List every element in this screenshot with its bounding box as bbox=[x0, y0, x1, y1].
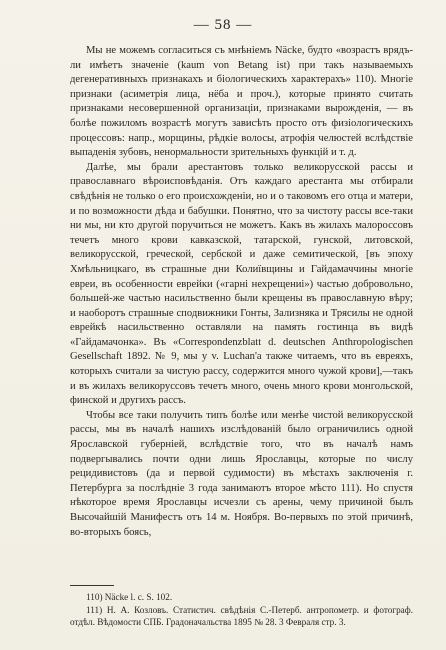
paragraph-2: Далѣе, мы брали арестантовъ только великорусской рассы и православнаго вѣроисповѣданія. Отъ каждаго арестанта мы отбирали свѣдѣнія не только о его происхожденіи, но и о таковомъ его отца и матери, и по возможности дѣда и бабушки. Понятно, что за чистоту рассы все-таки ни мы, ни кто другой поручиться не можетъ. Какъ въ жилахъ малороссовъ течетъ много крови кавказской, татарской, гунской, литовской, великорусской, греческой, сербской и даже семитической, [въ эпоху Хмѣльницкаго, въ страшные дни Колиївщины и Гайдамаччины многіе евреи, въ особенности еврейки («гарні нехрещениі») частью добровольно, большей-же частью насильственно были крещены въ православную вѣру; и наоборотъ страшные сподвижники Гонты, Зализняка и Трясилы не одной еврейкѣ насильственно оставляли на память гостинца въ видѣ «Гайдамачонка». Въ «Correspondenzblatt d. deutschen Anthropologischen Gesellschaft 1892. № 9, мы у v. Luchan'a также читаемъ, что въ евреяхъ, которыхъ считали за чистую рассу, содержится много чужой крови],—такъ и въ жилахъ великоруссовъ течетъ много, очень много крови монгольской, финской и другихъ рассъ. bbox=[70, 161, 413, 407]
footnote-111: 111) Н. А. Козловъ. Статистич. свѣдѣнія С.-Петерб. антропометр. и фотограф. отдѣл. Вѣдомости СПБ. Градоначальства 1895 № 28. 3 Февраля стр. 3. bbox=[70, 604, 413, 627]
paragraph-3: Чтобы все таки получить типъ болѣе или менѣе чистой великорусской рассы, мы въ началѣ нашихъ изслѣдованій было ограничились одной Ярославской губерніей, вслѣдствіе того, что въ началѣ намъ подвергывались почти одни лишь Ярославцы, которые по числу рецидивистовъ (да и первой судимости) въ мѣстахъ заключенія г. Петербурга за послѣдніе 3 года занимаютъ второе мѣсто 111). Но спустя нѣкоторое время Ярославцы исчезли съ арены, чему причиной былъ Высочайшій Манифестъ отъ 14 м. Ноября. Во-первыхъ по этой причинѣ, во-вторыхъ боясь, bbox=[70, 409, 413, 538]
footnotes bbox=[70, 591, 413, 629]
footnote-110: 110) Näcke l. c. S. 102. bbox=[86, 592, 173, 602]
paragraph-1: Мы не можемъ согласиться съ мнѣніемъ Näcke, будто «возрастъ врядъ-ли имѣетъ значеніе (kaum von Betang ist) при такъ называемыхъ дегенеративныхъ признакахъ и біологическихъ характерахъ» 110). Многіе признаки (асиметрія лица, нёба и проч.), которые принято считать признаками несовершенной организаціи, признаками вырожденія, — въ болѣе пожиломъ возрастѣ могутъ зависѣть просто отъ физіологическихъ процессовъ: напр., морщины, рѣдкіе волосы, атрофія челюстей вслѣдствіе выпаденія зубовъ, ненормальности зрительныхъ функцій и т. д. bbox=[70, 45, 413, 159]
page-number: — 58 — bbox=[193, 17, 253, 33]
body-text bbox=[70, 44, 413, 540]
footnote-separator bbox=[70, 585, 114, 586]
